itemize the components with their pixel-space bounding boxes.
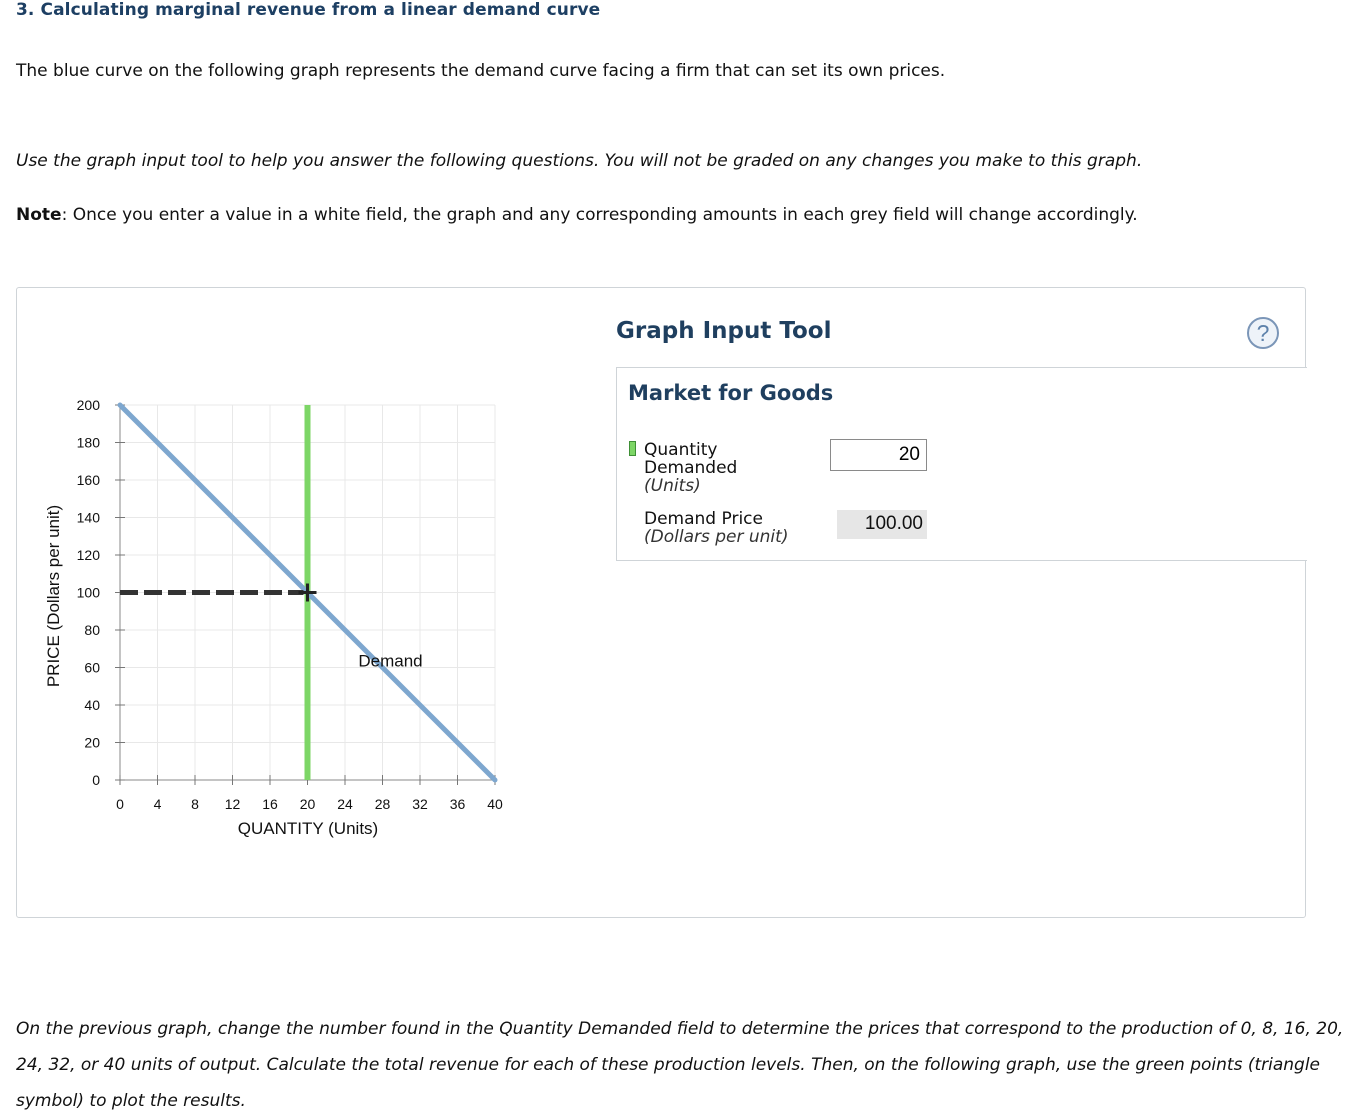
quantity-demanded-input[interactable] — [830, 439, 927, 471]
market-title: Market for Goods — [628, 381, 834, 405]
note-label: Note — [16, 205, 62, 225]
y-tick-label: 160 — [76, 472, 100, 488]
y-tick-label: 100 — [76, 584, 100, 601]
quantity-demanded-label — [644, 441, 764, 495]
y-tick-label: 20 — [84, 734, 100, 751]
y-tick-label: 60 — [84, 659, 100, 676]
tick-labels — [77, 397, 503, 812]
intro-text: The blue curve on the following graph represents the demand curve facing a firm that can set its own prices. — [16, 61, 946, 81]
quantity-legend-swatch — [629, 441, 636, 456]
follow-up-instructions: On the previous graph, change the number found in the Quantity Demanded field to determine the prices that correspond to the production of 0, 8, 16, 20, 24, 32, or 40 units of output. Calculate the total revenue for each of these production levels. Then, on the following graph, use the green points (triangle symbol) to plot the results. — [16, 1019, 1344, 1111]
demand-price-label — [644, 510, 788, 546]
demand-price-text: Demand Price — [644, 509, 763, 529]
instructions-text: Use the graph input tool to help you answer the following questions. You will not be graded on any changes you make to this graph. — [16, 151, 1143, 171]
x-tick-label: 20 — [299, 796, 316, 812]
x-tick-label: 40 — [487, 796, 503, 812]
y-tick-label: 40 — [84, 697, 100, 713]
x-tick-label: 28 — [374, 796, 391, 812]
graph-input-tool-title: Graph Input Tool — [616, 318, 832, 344]
x-axis-label: QUANTITY (Units) — [237, 819, 379, 838]
y-tick-label: 120 — [76, 547, 100, 563]
x-tick-label: 12 — [224, 796, 241, 812]
quantity-demanded-text: Quantity Demanded — [644, 440, 738, 478]
y-axis-label: PRICE (Dollars per unit) — [44, 504, 63, 688]
help-icon[interactable]: ? — [1247, 317, 1279, 349]
y-tick-label: 180 — [76, 434, 100, 451]
y-tick-label: 140 — [76, 509, 100, 526]
demand-price-unit: (Dollars per unit) — [644, 527, 789, 547]
x-tick-label: 4 — [153, 796, 162, 812]
x-tick-label: 24 — [337, 796, 353, 812]
demand-price-value: 100.00 — [837, 510, 927, 539]
x-tick-label: 32 — [412, 796, 428, 812]
y-tick-label: 0 — [92, 772, 100, 788]
y-tick-label: 80 — [84, 622, 100, 638]
x-tick-label: 0 — [116, 796, 124, 812]
x-tick-label: 8 — [191, 796, 199, 812]
x-tick-label: 36 — [449, 796, 466, 812]
note-body: : Once you enter a value in a white field, the graph and any corresponding amounts in each grey field will change accordingly. — [61, 205, 1138, 225]
y-tick-label: 200 — [76, 397, 100, 413]
quantity-unit: (Units) — [644, 476, 701, 496]
x-tick-label: 16 — [262, 796, 278, 812]
demand-curve-label: Demand — [358, 651, 423, 671]
question-title: 3. Calculating marginal revenue from a linear demand curve — [16, 0, 601, 20]
